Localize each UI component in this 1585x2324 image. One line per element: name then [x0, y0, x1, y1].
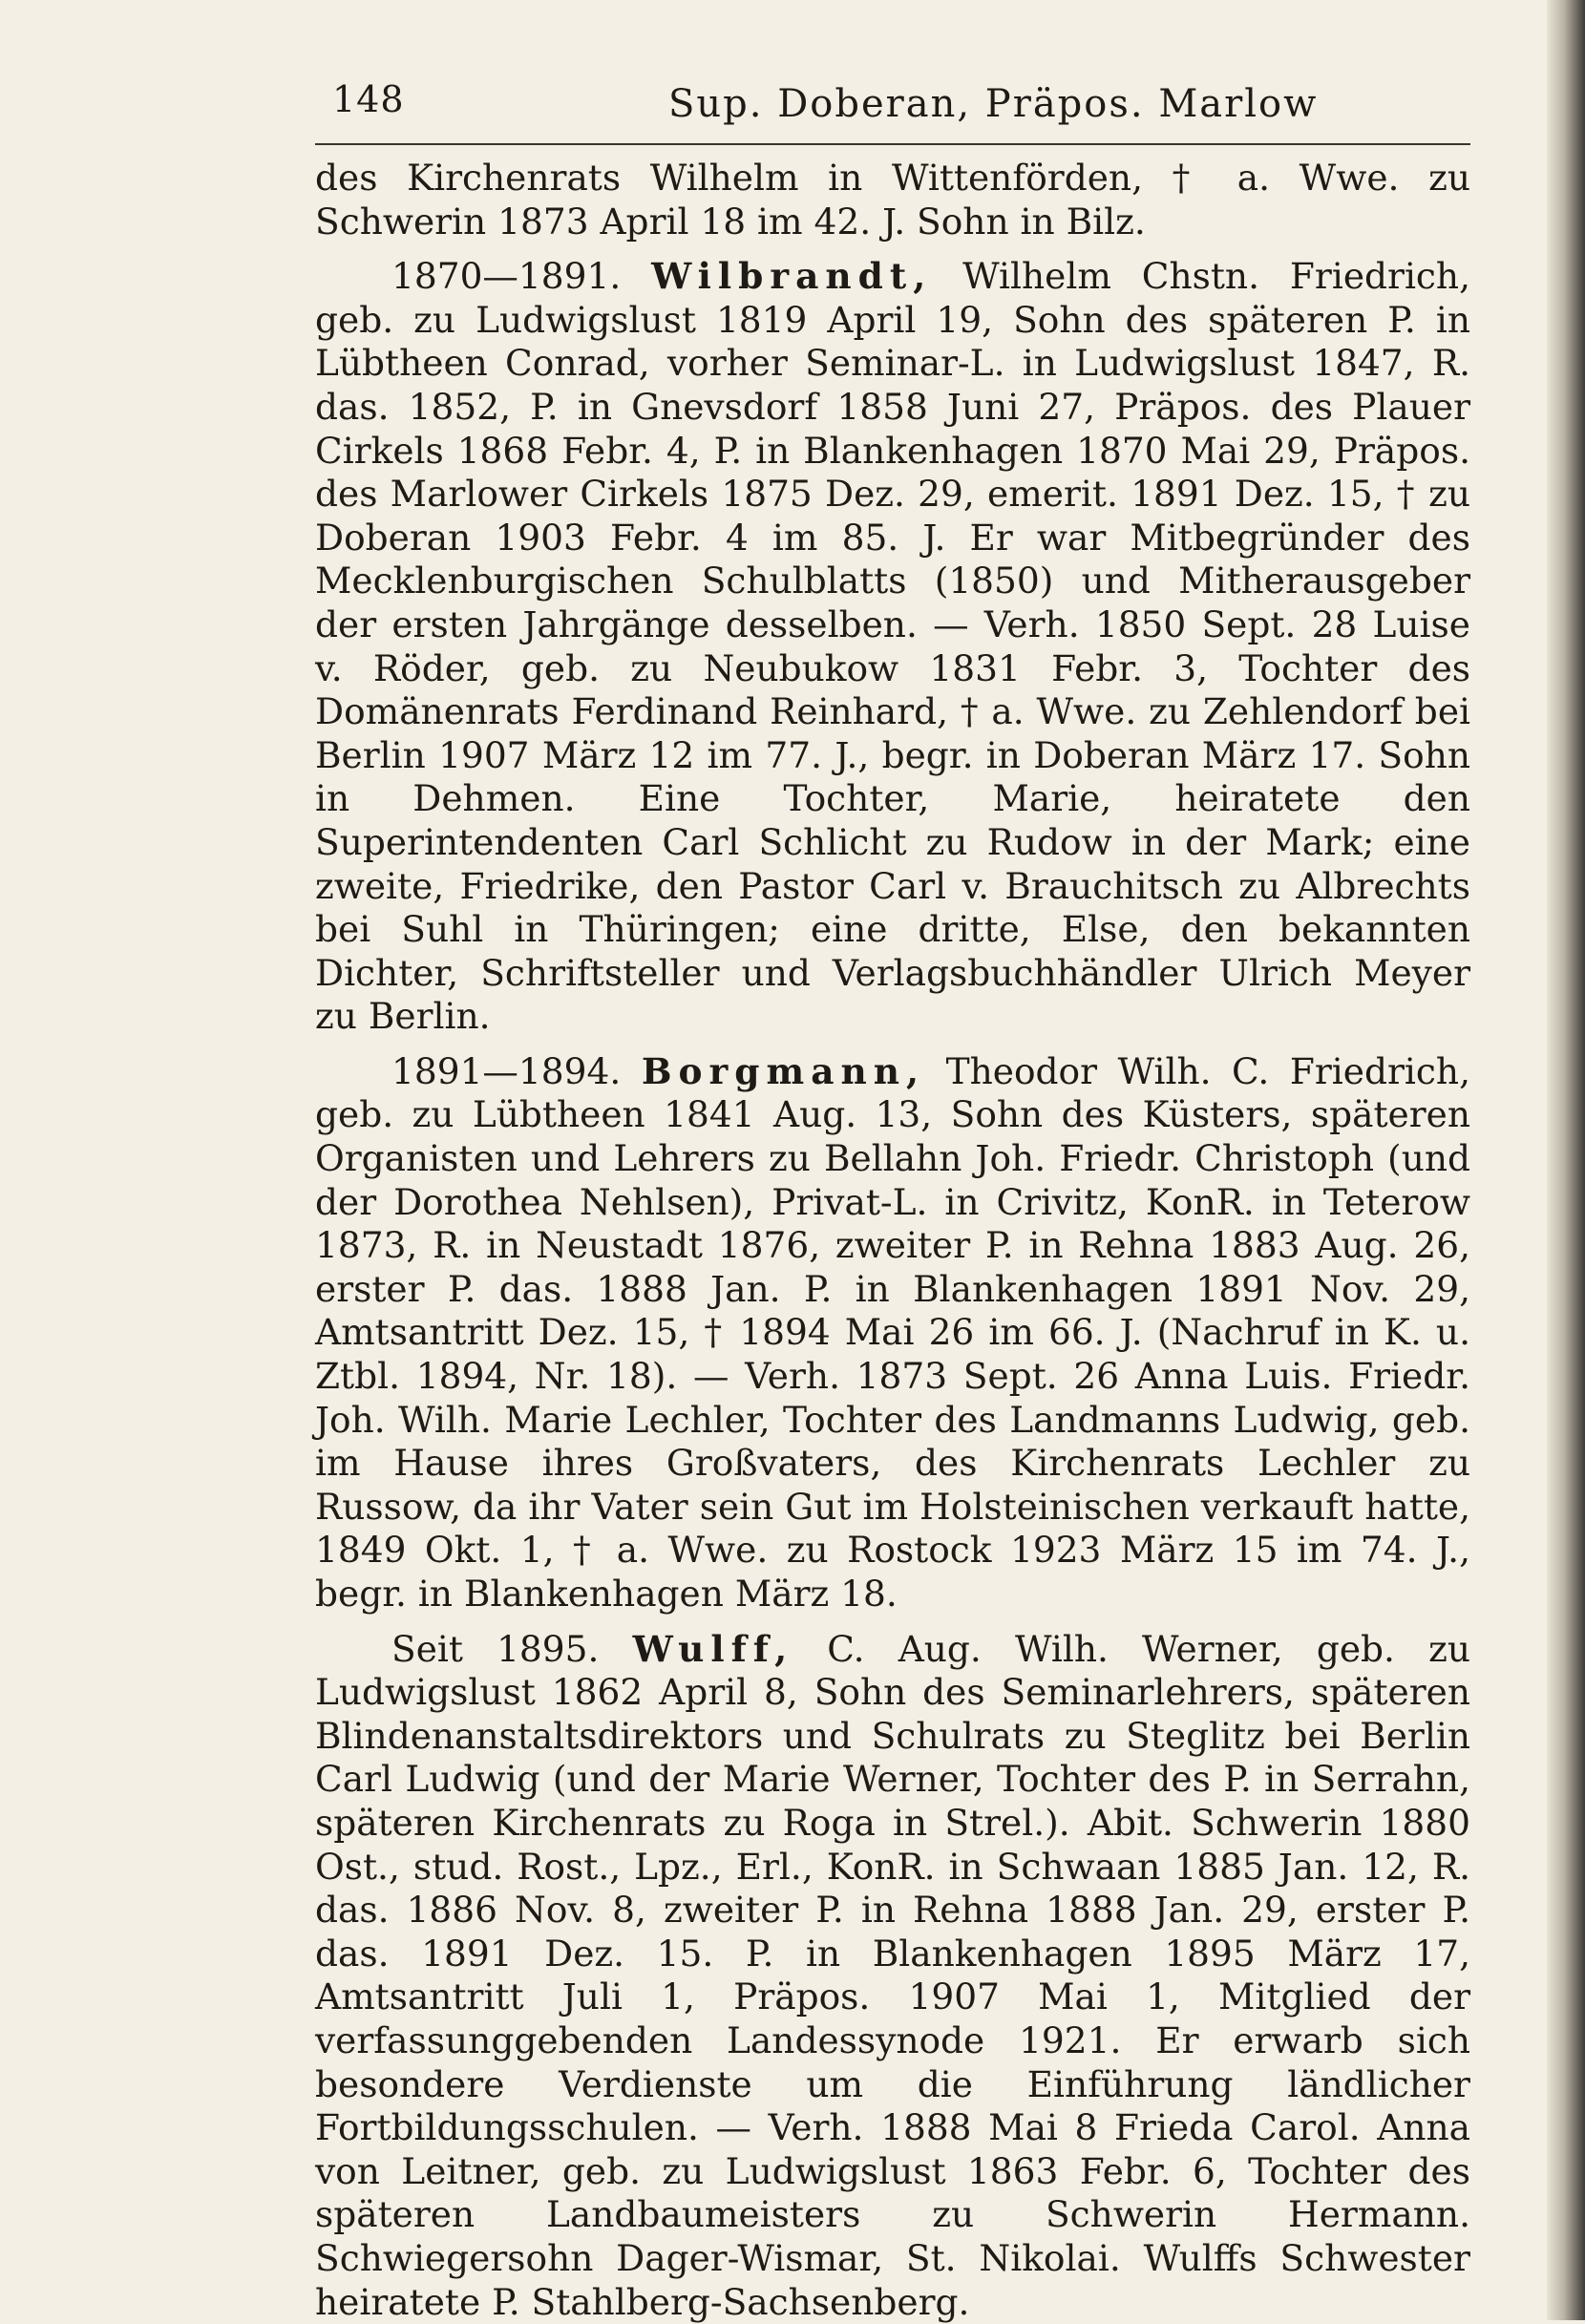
entry-text: C. Aug. Wilh. Werner, geb. zu Ludwigslust 1862 April 8, Sohn des Seminarlehrers, späteren Blindenanstaltsdirektors und Schulrats zu Steglitz bei Berlin Carl Ludwig (und der Marie Werner, Tochter des P. in Serrahn, späteren Kirchenrats zu Roga in Strel.). Abit. Schwerin 1880 Ost., stud. Rost., Lpz., Erl., KonR. in Schwaan 1885 Jan. 12, R. das. 1886 Nov. 8, zweiter P. in Rehna 1888 Jan. 29, erster P. das. 1891 Dez. 15. P. in Blankenhagen 1895 März 17, Amtsantritt Juli 1, Präpos. 1907 Mai 1, Mitglied der verfassunggebenden Landessynode 1921. Er erwarb sich besondere Verdienste um die Einführung ländlicher Fortbildungsschulen. — Verh. 1888 Mai 8 Frieda Carol. Anna von Leitner, geb. zu Ludwigslust 1863 Febr. 6, Tochter des späteren Landbaumeisters zu Schwerin Hermann. Schwiegersohn Dager-Wismar, St. Nikolai. Wulffs Schwester heiratete P. Stahlberg-Sachsenberg. — [315, 1627, 1470, 2323]
book-page — [315, 76, 1470, 2324]
entry-dates: 1870—1891. — [391, 255, 622, 298]
scan-edge — [1547, 0, 1585, 2320]
running-head: Sup. Doberan, Präpos. Marlow — [668, 82, 1319, 126]
page-body — [315, 145, 1470, 2324]
page-header — [315, 76, 1470, 145]
entry-wulff — [315, 1628, 1470, 2324]
entry-borgmann — [315, 1050, 1470, 1616]
entry-dates: 1891—1894. — [391, 1049, 622, 1092]
entry-name: Wulff, — [632, 1627, 794, 1670]
page-number: 148 — [332, 78, 405, 120]
entry-name: Borgmann, — [641, 1049, 926, 1092]
entry-dates: Seit 1895. — [391, 1627, 600, 1670]
entry-name: Wilbrandt, — [651, 255, 933, 298]
entry-text: Theodor Wilh. C. Friedrich, geb. zu Lübtheen 1841 Aug. 13, Sohn des Küsters, späteren Organisten und Lehrers zu Bellahn Joh. Friedr. Christoph (und der Dorothea Nehlsen), Privat-L. in Crivitz, KonR. in Teterow 1873, R. in Neustadt 1876, zweiter P. in Rehna 1883 Aug. 26, erster P. das. 1888 Jan. P. in Blankenhagen 1891 Nov. 29, Amtsantritt Dez. 15, † 1894 Mai 26 im 66. J. (Nachruf in K. u. Ztbl. 1894, Nr. 18). — Verh. 1873 Sept. 26 Anna Luis. Friedr. Joh. Wilh. Marie Lechler, Tochter des Landmanns Ludwig, geb. im Hause ihres Großvaters, des Kirchenrats Lechler zu Russow, da ihr Vater sein Gut im Holsteinischen verkauft hatte, 1849 Okt. 1, † a. Wwe. zu Rostock 1923 März 15 im 74. J., begr. in Blankenhagen März 18. — [315, 1049, 1470, 1615]
entry-wilbrandt — [315, 255, 1470, 1039]
paragraph-text: des Kirchenrats Wilhelm in Wittenförden, † a. Wwe. zu Schwerin 1873 April 18 im 42. J. Sohn in Bilz. — [315, 157, 1470, 243]
entry-text: Wilhelm Chstn. Friedrich, geb. zu Ludwigslust 1819 April 19, Sohn des späteren P. in Lübtheen Conrad, vorher Seminar-L. in Ludwigslust 1847, R. das. 1852, P. in Gnevsdorf 1858 Juni 27, Präpos. des Plauer Cirkels 1868 Febr. 4, P. in Blankenhagen 1870 Mai 29, Präpos. des Marlower Cirkels 1875 Dez. 29, emerit. 1891 Dez. 15, † zu Doberan 1903 Febr. 4 im 85. J. Er war Mitbegründer des Mecklenburgischen Schulblatts (1850) und Mitherausgeber der ersten Jahrgänge desselben. — Verh. 1850 Sept. 28 Luise v. Röder, geb. zu Neubukow 1831 Febr. 3, Tochter des Domänenrats Ferdinand Reinhard, † a. Wwe. zu Zehlendorf bei Berlin 1907 März 12 im 77. J., begr. in Doberan März 17. Sohn in Dehmen. Eine Tochter, Marie, heiratete den Superintendenten Carl Schlicht zu Rudow in der Mark; eine zweite, Friedrike, den Pastor Carl v. Brauchitsch zu Albrechts bei Suhl in Thüringen; eine dritte, Else, den bekannten Dichter, Schriftsteller und Verlagsbuchhändler Ulrich Meyer zu Berlin. — [315, 255, 1471, 1038]
paragraph-continuation — [315, 157, 1470, 243]
